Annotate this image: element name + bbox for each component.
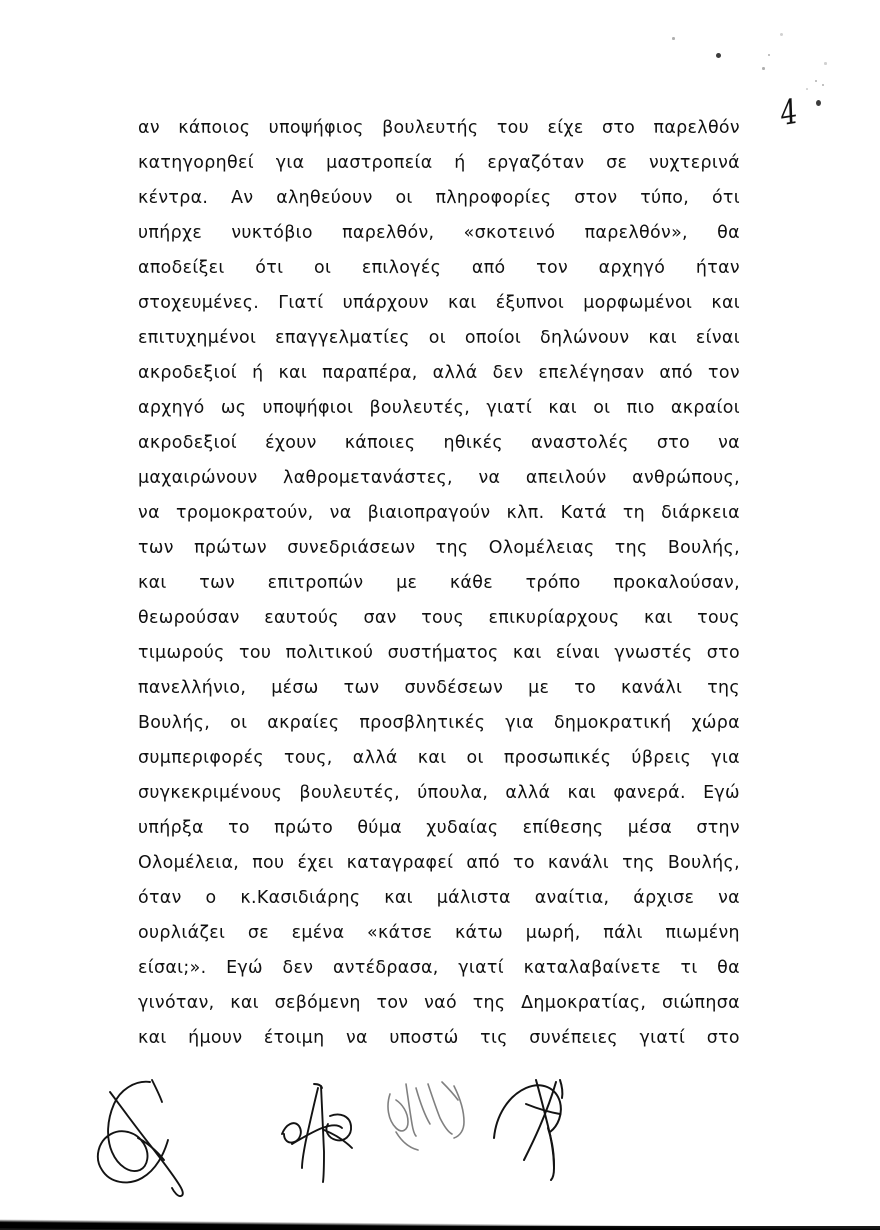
- text-line: [138, 285, 740, 320]
- text-word: και: [278, 362, 308, 383]
- text-word: παραπέρα,: [322, 362, 418, 383]
- text-word: ναό: [424, 992, 457, 1013]
- text-line: [138, 985, 740, 1020]
- text-word: ηθικές: [443, 432, 503, 453]
- text-word: τις: [480, 1027, 508, 1048]
- text-word: καταλαβαίνετε: [523, 957, 661, 978]
- text-word: θα: [717, 222, 740, 243]
- text-word: ακροδεξιοί: [138, 432, 238, 453]
- text-word: δεν: [282, 957, 314, 978]
- text-word: κατηγορηθεί: [138, 152, 254, 173]
- scan-speckle: [824, 62, 827, 65]
- text-line: [138, 215, 740, 250]
- text-line: [138, 915, 740, 950]
- text-word: και: [567, 782, 597, 803]
- text-word: ότι: [711, 187, 740, 208]
- text-word: Βουλής,: [667, 537, 740, 558]
- text-word: υποψήφιοι: [262, 397, 354, 418]
- text-word: κάθε: [449, 572, 493, 593]
- text-word: δημοκρατική: [553, 712, 672, 733]
- text-word: και: [384, 887, 413, 908]
- text-word: Δημοκρατίας,: [521, 992, 647, 1013]
- text-word: νυκτόβιο: [231, 222, 313, 243]
- text-word: τον: [536, 257, 569, 278]
- text-word: συνδέσεων: [404, 677, 504, 698]
- text-word: και: [512, 642, 542, 663]
- text-word: των: [343, 677, 380, 698]
- text-line: [138, 1020, 740, 1055]
- text-word: οι: [395, 187, 413, 208]
- text-word: και: [138, 1027, 167, 1048]
- text-word: βουλευτές,: [369, 397, 471, 418]
- text-word: οι: [313, 257, 332, 278]
- text-word: κάτω: [454, 922, 504, 943]
- text-word: στο: [656, 432, 691, 453]
- text-line: [138, 705, 740, 740]
- text-word: σε: [606, 152, 628, 173]
- scan-speckle: [806, 88, 808, 90]
- text-word: σαν: [363, 607, 397, 628]
- text-word: προσβλητικές: [359, 712, 486, 733]
- text-word: υποστώ: [389, 1027, 459, 1048]
- text-word: παρελθόν: [653, 117, 740, 138]
- text-word: μάλιστα: [436, 887, 511, 908]
- text-word: πιωμένη: [665, 922, 740, 943]
- text-line: [138, 495, 740, 530]
- text-line: [138, 565, 740, 600]
- text-word: και: [417, 747, 447, 768]
- text-word: δεν: [492, 362, 524, 383]
- text-word: επίθεσης: [522, 817, 604, 838]
- text-word: διάρκεια: [661, 502, 740, 523]
- text-line: [138, 110, 740, 145]
- text-word: τρόπο: [525, 572, 581, 593]
- text-word: Εγώ: [226, 957, 263, 978]
- text-word: που: [252, 852, 285, 873]
- text-word: υπήρχε: [138, 222, 203, 243]
- text-word: και: [230, 992, 259, 1013]
- text-line: [138, 635, 740, 670]
- text-line: [138, 880, 740, 915]
- text-word: συνεδριάσεων: [287, 537, 416, 558]
- text-word: κάποιες: [344, 432, 416, 453]
- text-word: γνωστές: [614, 642, 693, 663]
- text-word: ουρλιάζει: [138, 922, 226, 943]
- text-word: αρχηγό: [598, 257, 666, 278]
- text-word: οι: [428, 327, 446, 348]
- text-word: παρελθόν,: [342, 222, 435, 243]
- text-word: στο: [706, 642, 740, 663]
- text-word: και: [711, 292, 740, 313]
- text-word: για: [711, 747, 740, 768]
- text-word: γιατί: [458, 957, 504, 978]
- text-word: λαθρομετανάστες,: [283, 467, 453, 488]
- text-line: [138, 460, 740, 495]
- text-word: αποδείξει: [138, 257, 225, 278]
- text-word: συμπεριφορές: [138, 747, 264, 768]
- text-word: αλλά: [352, 747, 398, 768]
- text-word: προκαλούσαν,: [613, 572, 740, 593]
- text-line: [138, 600, 740, 635]
- text-word: πληροφορίες: [435, 187, 552, 208]
- text-word: ή: [252, 362, 264, 383]
- signature-4: [490, 1078, 600, 1188]
- text-word: ανθρώπους,: [632, 467, 740, 488]
- scan-speckle: [716, 53, 721, 58]
- text-word: Βουλής,: [667, 852, 740, 873]
- text-word: και: [448, 292, 477, 313]
- text-word: επελέγησαν: [538, 362, 645, 383]
- text-line: [138, 670, 740, 705]
- text-line: [138, 950, 740, 985]
- text-word: ως: [220, 397, 247, 418]
- text-word: εμένα: [291, 922, 345, 943]
- text-word: τους,: [284, 747, 333, 768]
- text-word: συγκεκριμένους: [138, 782, 283, 803]
- text-word: χώρα: [691, 712, 740, 733]
- text-word: το: [228, 817, 250, 838]
- text-word: να: [329, 502, 352, 523]
- text-word: αλλά: [432, 362, 478, 383]
- text-line: [138, 425, 740, 460]
- scan-speckle: [780, 33, 783, 36]
- text-word: τον: [708, 362, 740, 383]
- text-word: κάποιος: [178, 117, 251, 138]
- text-word: υποψήφιος: [268, 117, 364, 138]
- text-word: έξυπνοι: [495, 292, 565, 313]
- text-word: τι: [680, 957, 698, 978]
- text-word: συστήματος: [387, 642, 499, 663]
- text-word: με: [528, 677, 550, 698]
- text-word: θεωρούσαν: [138, 607, 240, 628]
- text-word: θύμα: [357, 817, 402, 838]
- text-word: και: [548, 397, 577, 418]
- text-word: για: [275, 152, 305, 173]
- text-word: τύπο,: [640, 187, 690, 208]
- text-word: αρχηγό: [138, 397, 205, 418]
- scan-speckle: [672, 37, 675, 40]
- text-word: εαυτούς: [264, 607, 339, 628]
- text-word: του: [239, 642, 272, 663]
- text-word: σιώπησα: [662, 992, 740, 1013]
- text-word: απειλούν: [525, 467, 607, 488]
- text-word: κανάλι: [621, 677, 683, 698]
- text-word: από: [471, 257, 506, 278]
- scan-speckle: [815, 80, 817, 82]
- scan-speckle: [768, 54, 770, 56]
- text-word: είναι: [695, 327, 740, 348]
- text-word: επαγγελματίες: [275, 327, 410, 348]
- text-word: στο: [601, 117, 636, 138]
- handwritten-page-number: 4: [779, 91, 797, 135]
- text-word: γινόταν,: [138, 992, 215, 1013]
- signature-1: [80, 1078, 210, 1198]
- text-word: δηλώνουν: [539, 327, 630, 348]
- text-word: επικυρίαρχους: [488, 607, 620, 628]
- text-word: είσαι;».: [138, 957, 207, 978]
- text-word: οποίοι: [464, 327, 522, 348]
- text-word: είχε: [547, 117, 584, 138]
- text-word: τους: [421, 607, 464, 628]
- text-word: κ.Κασιδιάρης: [240, 887, 361, 908]
- text-word: σεβόμενη: [274, 992, 361, 1013]
- text-line: [138, 845, 740, 880]
- text-word: κλπ.: [506, 502, 545, 523]
- text-word: νυχτερινά: [649, 152, 740, 173]
- text-word: αναστολές: [531, 432, 629, 453]
- text-line: [138, 775, 740, 810]
- text-word: οι: [466, 747, 484, 768]
- text-word: να: [345, 1027, 368, 1048]
- text-word: πρώτο: [274, 817, 334, 838]
- text-word: της: [614, 537, 648, 558]
- document-body-text: [138, 110, 740, 1055]
- text-word: από: [466, 852, 500, 873]
- text-word: το: [513, 852, 535, 873]
- text-word: αναίτια,: [534, 887, 610, 908]
- text-word: ύβρεις: [631, 747, 692, 768]
- text-word: τον: [376, 992, 409, 1013]
- text-word: κανάλι: [547, 852, 610, 873]
- text-word: της: [622, 852, 655, 873]
- text-word: πιο: [626, 397, 655, 418]
- text-line: [138, 355, 740, 390]
- text-word: αν: [138, 117, 160, 138]
- text-word: των: [138, 537, 174, 558]
- text-line: [138, 250, 740, 285]
- text-word: πολιτικού: [285, 642, 374, 663]
- text-word: βιαιοπραγούν: [367, 502, 491, 523]
- text-word: καταγραφεί: [346, 852, 454, 873]
- text-word: ότι: [255, 257, 284, 278]
- text-word: όταν: [138, 887, 182, 908]
- text-word: αληθεύουν: [276, 187, 373, 208]
- text-word: στον: [574, 187, 618, 208]
- text-word: πρώτων: [194, 537, 267, 558]
- text-word: βουλευτές,: [299, 782, 401, 803]
- text-word: να: [718, 432, 740, 453]
- text-word: Ολομέλεια,: [138, 852, 240, 873]
- text-word: και: [648, 327, 677, 348]
- text-word: πάλι: [603, 922, 643, 943]
- text-line: [138, 145, 740, 180]
- text-word: χυδαίας: [426, 817, 499, 838]
- text-word: ακροδεξιοί: [138, 362, 238, 383]
- scan-speckle: [816, 100, 821, 106]
- text-word: ακραίες: [267, 712, 340, 733]
- text-word: ήταν: [695, 257, 740, 278]
- text-word: αντέδρασα,: [332, 957, 439, 978]
- text-word: στην: [696, 817, 740, 838]
- text-word: να: [718, 887, 740, 908]
- text-word: μέσω: [271, 677, 319, 698]
- text-word: επιτροπών: [267, 572, 364, 593]
- text-word: σε: [247, 922, 269, 943]
- text-word: ήμουν: [188, 1027, 243, 1048]
- text-line: [138, 810, 740, 845]
- signature-2: [278, 1082, 378, 1192]
- text-word: στο: [706, 1027, 740, 1048]
- text-word: Γιατί: [278, 292, 324, 313]
- text-line: [138, 320, 740, 355]
- text-word: Εγώ: [703, 782, 740, 803]
- text-word: πανελλήνιο,: [138, 677, 247, 698]
- text-word: τους: [697, 607, 740, 628]
- text-word: ύπουλα,: [417, 782, 489, 803]
- text-word: κέντρα.: [138, 187, 209, 208]
- text-word: υπάρχουν: [342, 292, 429, 313]
- text-word: οι: [230, 712, 248, 733]
- text-word: των: [199, 572, 236, 593]
- text-word: Κατά: [560, 502, 607, 523]
- text-word: και: [138, 572, 167, 593]
- text-word: να: [478, 467, 501, 488]
- text-word: της: [707, 677, 740, 698]
- text-word: τη: [622, 502, 646, 523]
- text-word: από: [659, 362, 694, 383]
- text-word: το: [574, 677, 597, 698]
- text-word: έτοιμη: [263, 1027, 325, 1048]
- text-word: του: [496, 117, 530, 138]
- text-word: επιτυχημένοι: [138, 327, 257, 348]
- text-word: βουλευτής: [382, 117, 479, 138]
- text-word: οι: [593, 397, 611, 418]
- text-line: [138, 390, 740, 425]
- text-word: τρομοκρατούν,: [175, 502, 314, 523]
- text-word: υπήρξα: [138, 817, 204, 838]
- text-word: τιμωρούς: [138, 642, 225, 663]
- text-word: επιλογές: [361, 257, 442, 278]
- text-word: άρχισε: [633, 887, 695, 908]
- text-word: συνέπειες: [529, 1027, 618, 1048]
- text-word: γιατί: [639, 1027, 686, 1048]
- text-word: μαχαιρώνουν: [138, 467, 258, 488]
- text-word: «σκοτεινό: [463, 222, 556, 243]
- text-word: μωρή,: [525, 922, 581, 943]
- text-word: Ολομέλειας: [488, 537, 595, 558]
- text-word: ή: [454, 152, 466, 173]
- text-word: εργαζόταν: [487, 152, 585, 173]
- scan-speckle: [762, 67, 765, 70]
- text-word: γιατί: [486, 397, 533, 418]
- signature-3: [382, 1080, 492, 1170]
- scan-speckle: [822, 84, 824, 86]
- text-word: ο: [205, 887, 217, 908]
- text-word: μέσα: [627, 817, 673, 838]
- text-word: μορφωμένοι: [583, 292, 693, 313]
- text-word: προσωπικές: [503, 747, 612, 768]
- text-word: «κάτσε: [366, 922, 433, 943]
- text-word: της: [472, 992, 506, 1013]
- text-word: για: [505, 712, 534, 733]
- text-line: [138, 740, 740, 775]
- text-word: με: [396, 572, 418, 593]
- text-word: είναι: [555, 642, 600, 663]
- text-word: θα: [717, 957, 740, 978]
- text-word: Βουλής,: [138, 712, 211, 733]
- text-word: φανερά.: [613, 782, 686, 803]
- scan-edge-artifact-base: [0, 1226, 880, 1230]
- text-word: έχει: [297, 852, 334, 873]
- text-line: [138, 180, 740, 215]
- text-word: να: [138, 502, 160, 523]
- text-word: μαστροπεία: [326, 152, 433, 173]
- text-word: και: [644, 607, 673, 628]
- text-word: ακραίοι: [670, 397, 740, 418]
- text-word: έχουν: [265, 432, 317, 453]
- text-word: παρελθόν»,: [584, 222, 688, 243]
- text-word: Αν: [231, 187, 254, 208]
- text-word: της: [435, 537, 469, 558]
- text-line: [138, 530, 740, 565]
- text-word: αλλά: [505, 782, 551, 803]
- text-word: στοχευμένες.: [138, 292, 260, 313]
